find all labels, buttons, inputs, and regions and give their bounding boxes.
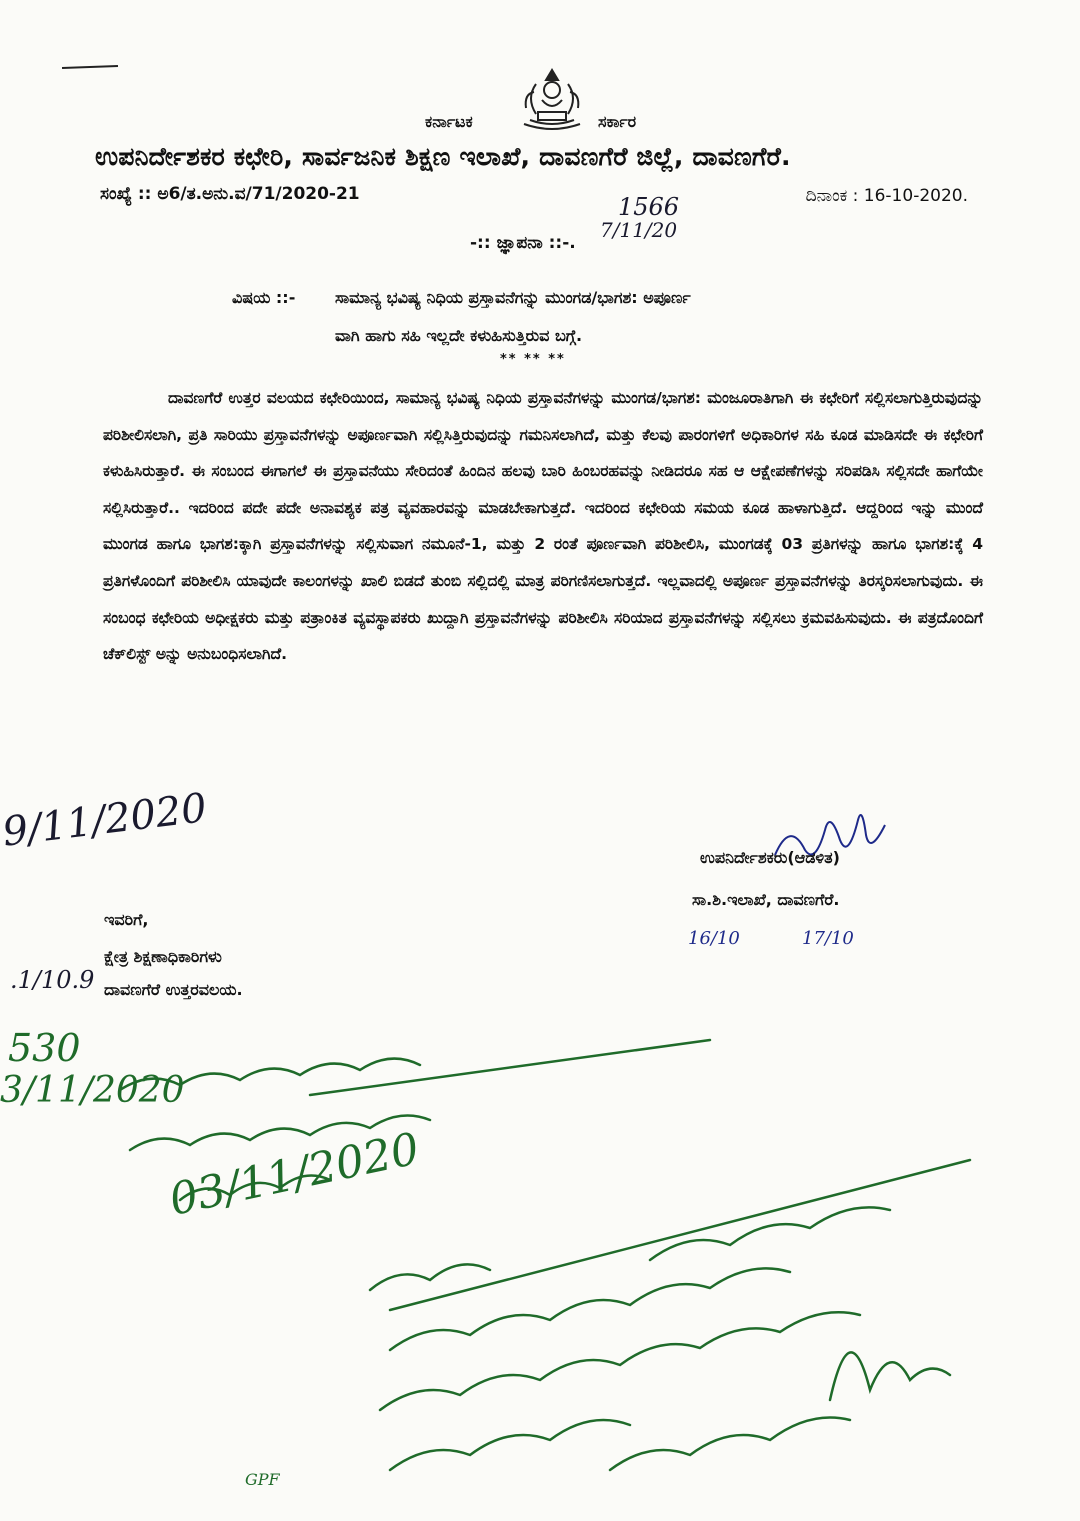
handwritten-initial-date-1: 16/10 bbox=[688, 928, 740, 949]
handwritten-initial-date-2: 17/10 bbox=[802, 928, 854, 949]
handwritten-green-number: 530 bbox=[8, 1026, 81, 1070]
handwritten-green-note: GPF bbox=[245, 1470, 280, 1489]
margin-mark bbox=[62, 65, 118, 69]
handwritten-green-annotation bbox=[90, 1010, 1050, 1510]
body-paragraph: ದಾವಣಗೆರೆ ಉತ್ತರ ವಲಯದ ಕಛೇರಿಯಿಂದ, ಸಾಮಾನ್ಯ ಭವಿಷ್ಯ ನಿಧಿಯ ಪ್ರಸ್ತಾವನೆಗಳನ್ನು ಮುಂಗಡ/ಭಾಗಶ: ಮಂಜೂರಾತಿಗಾಗಿ ಈ ಕಛೇರಿಗೆ ಸಲ್ಲಿಸಲಾಗುತ್ತಿರುವುದನ್ನು ಪರಿಶೀಲಿಸಲಾಗಿ, ಪ್ರತಿ ಸಾರಿಯು ಪ್ರಸ್ತಾವನೆಗಳನ್ನು ಅಪೂರ್ಣವಾಗಿ ಸಲ್ಲಿಸಿತ್ತಿರುವುದನ್ನು ಗಮನಿಸಲಾಗಿದೆ, ಮತ್ತು ಕೆಲವು ಪಾರಂಗಳಿಗೆ ಅಧಿಕಾರಿಗಳ ಸಹಿ ಕೂಡ ಮಾಡಿಸದೇ ಈ ಕಛೇರಿಗೆ ಕಳುಹಿಸಿರುತ್ತಾರೆ. ಈ ಸಂಬಂದ ಈಗಾಗಲೆ ಈ ಪ್ರಸ್ತಾವನೆಯು ಸೇರಿದಂತೆ ಹಿಂದಿನ ಹಲವು ಬಾರಿ ಹಿಂಬರಹವನ್ನು ನೀಡಿದರೂ ಸಹ ಆ ಆಕ್ಷೇಪಣೆಗಳನ್ನು ಸರಿಪಡಿಸಿ ಸಲ್ಲಿಸದೇ ಹಾಗೆಯೇ ಸಲ್ಲಿಸಿರುತ್ತಾರೆ.. ಇದರಿಂದ ಪದೇ ಪದೇ ಅನಾವಶ್ಯಕ ಪತ್ರ ವ್ಯವಹಾರವನ್ನು ಮಾಡಬೇಕಾಗುತ್ತದೆ. ಇದರಿಂದ ಕಛೇರಿಯ ಸಮಯ ಕೂಡ ಹಾಳಾಗುತ್ತಿದೆ. ಆದ್ದರಿಂದ ಇನ್ನು ಮುಂದೆ ಮುಂಗಡ ಹಾಗೂ ಭಾಗಶ:ಕ್ಕಾಗಿ ಪ್ರಸ್ತಾವನೆಗಳನ್ನು ಸಲ್ಲಿಸುವಾಗ ನಮೂನೆ-1, ಮತ್ತು 2 ರಂತೆ ಪೂರ್ಣವಾಗಿ ಪರಿಶೀಲಿಸಿ, ಮುಂಗಡಕ್ಕೆ 03 ಪ್ರತಿಗಳನ್ನು ಹಾಗೂ ಭಾಗಶ:ಕ್ಕೆ 4 ಪ್ರತಿಗಳೊಂದಿಗೆ ಪರಿಶೀಲಿಸಿ ಯಾವುದೇ ಕಾಲಂಗಳನ್ನು ಖಾಲಿ ಬಿಡದೆ ತುಂಬಿ ಸಲ್ಲಿದಲ್ಲಿ ಮಾತ್ರ ಪರಿಗಣಿಸಲಾಗುತ್ತದೆ. ಇಲ್ಲವಾದಲ್ಲಿ ಅಪೂರ್ಣ ಪ್ರಸ್ತಾವನೆಗಳನ್ನು ತಿರಸ್ಕರಿಸಲಾಗುವುದು. ಈ ಸಂಬಂಧ ಕಛೇರಿಯ ಅಧೀಕ್ಷಕರು ಮತ್ತು ಪತ್ರಾಂಕಿತ ವ್ಯವಸ್ಥಾಪಕರು ಖುದ್ದಾಗಿ ಪ್ರಸ್ತಾವನೆಗಳನ್ನು ಪರಿಶೀಲಿಸಿ ಸರಿಯಾದ ಪ್ರಸ್ತಾವನೆಗಳನ್ನು ಸಲ್ಲಿಸಲು ಕ್ರಮವಹಿಸುವುದು. ಈ ಪತ್ರದೊಂದಿಗೆ ಚೆಕ್‌ಲಿಸ್ಟ್ ಅನ್ನು ಅನುಬಂಧಿಸಲಾಗಿದೆ. bbox=[103, 389, 983, 664]
office-title: ಉಪನಿರ್ದೇಶಕರ ಕಛೇರಿ, ಸಾರ್ವಜನಿಕ ಶಿಕ್ಷಣ ಇಲಾಖೆ, ದಾವಣಗೆರೆ ಜಿಲ್ಲೆ, ದಾವಣಗೆರೆ. bbox=[95, 142, 791, 171]
addressee-line-2: ದಾವಣಗೆರೆ ಉತ್ತರವಲಯ. bbox=[104, 980, 243, 999]
signatory-designation: ಉಪನಿರ್ದೇಶಕರು(ಆಡಳಿತ) bbox=[700, 848, 840, 867]
handwritten-green-date-1: 3/11/2020 bbox=[0, 1070, 185, 1111]
handwritten-inward-number: 1566 bbox=[618, 193, 680, 221]
handwritten-green-date-2: 03/11/2020 bbox=[165, 1123, 424, 1226]
subject-separator: ** ** ** bbox=[500, 352, 566, 367]
addressee-label: ಇವರಿಗೆ, bbox=[104, 910, 149, 929]
govt-label-left: ಕರ್ನಾಟಕ bbox=[425, 112, 473, 131]
subject-label: ವಿಷಯ ::- bbox=[232, 288, 296, 307]
subject-line-2: ವಾಗಿ ಹಾಗು ಸಹಿ ಇಲ್ಲದೇ ಕಳುಹಿಸುತ್ತಿರುವ ಬಗ್ಗೆ. bbox=[335, 326, 583, 345]
addressee-line-1: ಕ್ಷೇತ್ರ ಶಿಕ್ಷಣಾಧಿಕಾರಿಗಳು bbox=[104, 947, 222, 966]
handwritten-receipt-date: 9/11/2020 bbox=[0, 785, 210, 856]
subject-line-1: ಸಾಮಾನ್ಯ ಭವಿಷ್ಯ ನಿಧಿಯ ಪ್ರಸ್ತಾವನೆಗನ್ನು ಮುಂಗಡ/ಭಾಗಶ: ಅಪೂರ್ಣ bbox=[335, 288, 691, 307]
reference-number: ಸಂಖ್ಯೆ :: ಅ6/ತ.ಅನು.ವ/71/2020-21 bbox=[100, 184, 360, 204]
issue-date: ದಿನಾಂಕ : 16-10-2020. bbox=[805, 186, 968, 206]
memo-heading: -:: ಜ್ಞಾಪನಾ ::-. bbox=[470, 233, 576, 253]
handwritten-margin-note: .1/10.9 bbox=[10, 966, 95, 994]
handwritten-inward-date: 7/11/20 bbox=[600, 218, 678, 242]
govt-label-right: ಸರ್ಕಾರ bbox=[598, 112, 637, 131]
state-emblem-icon bbox=[516, 64, 588, 134]
signatory-department: ಸಾ.ಶಿ.ಇಲಾಖೆ, ದಾವಣಗೆರೆ. bbox=[692, 890, 840, 909]
